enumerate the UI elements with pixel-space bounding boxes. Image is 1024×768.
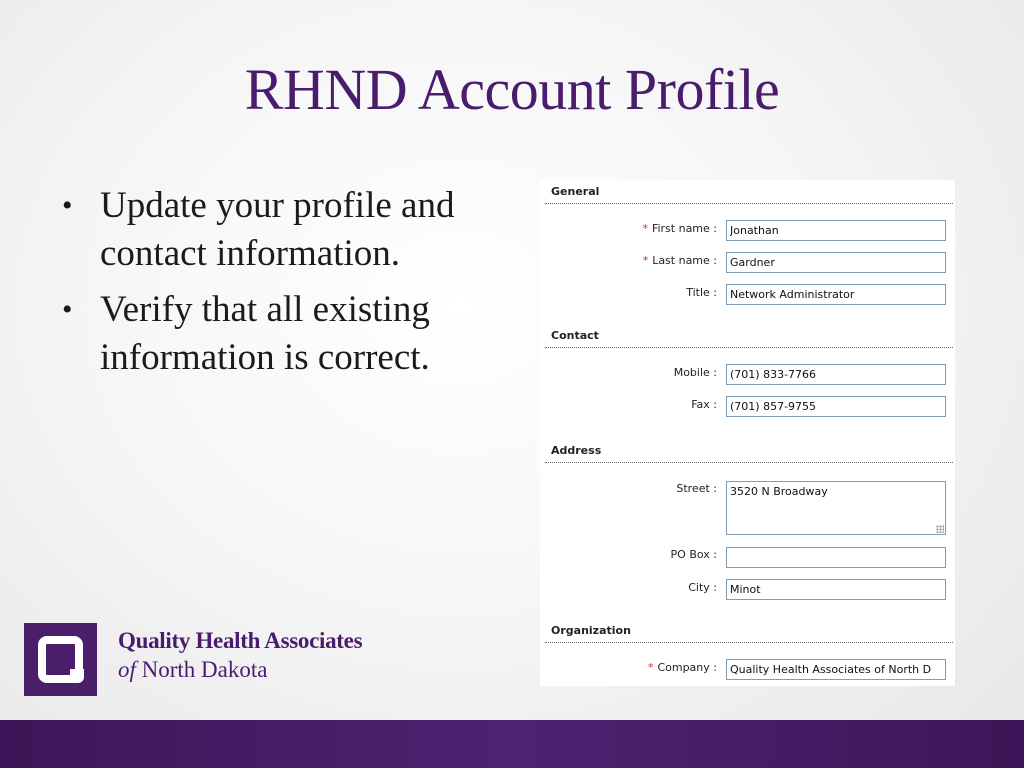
logo-q-tail <box>70 669 84 683</box>
bullet-item <box>60 182 500 278</box>
last-name-input[interactable] <box>726 252 946 273</box>
profile-form-panel <box>540 180 955 686</box>
po-box-input[interactable] <box>726 547 946 568</box>
bullet-icon: • <box>62 189 73 222</box>
first-name-label: * First name : <box>642 222 717 235</box>
slide-title: RHND Account Profile <box>244 57 780 122</box>
section-header-contact: Contact <box>545 329 953 348</box>
company-input[interactable] <box>726 659 946 680</box>
section-header-address: Address <box>545 444 953 463</box>
title-label: Title : <box>686 286 717 299</box>
org-name-line1: Quality Health Associates <box>118 628 363 653</box>
qha-logo-icon <box>24 623 97 696</box>
last-name-label: * Last name : <box>642 254 717 267</box>
city-label: City : <box>688 581 717 594</box>
required-marker: * <box>642 254 649 267</box>
section-header-organization: Organization <box>545 624 953 643</box>
bullet-list <box>60 182 500 390</box>
section-header-general: General <box>545 185 953 204</box>
fax-input[interactable] <box>726 396 946 417</box>
required-marker: * <box>647 661 654 674</box>
bullet-text: Update your profile and contact information. <box>100 185 455 274</box>
bullet-text: Verify that all existing information is correct. <box>100 289 430 378</box>
mobile-label: Mobile : <box>673 366 717 379</box>
street-label: Street : <box>676 482 717 495</box>
fax-label: Fax : <box>691 398 717 411</box>
required-marker: * <box>642 222 648 235</box>
resize-grip-icon[interactable] <box>936 525 944 533</box>
company-label: * Company : <box>647 661 717 674</box>
bullet-icon: • <box>62 293 73 326</box>
city-input[interactable] <box>726 579 946 600</box>
first-name-input[interactable] <box>726 220 946 241</box>
mobile-input[interactable] <box>726 364 946 385</box>
bullet-item <box>60 286 500 382</box>
po-box-label: PO Box : <box>670 548 717 561</box>
street-textarea-wrap <box>726 481 946 535</box>
footer-bar <box>0 720 1024 768</box>
org-name-line2: of North Dakota <box>118 657 268 682</box>
street-textarea[interactable] <box>726 481 946 535</box>
title-input[interactable] <box>726 284 946 305</box>
